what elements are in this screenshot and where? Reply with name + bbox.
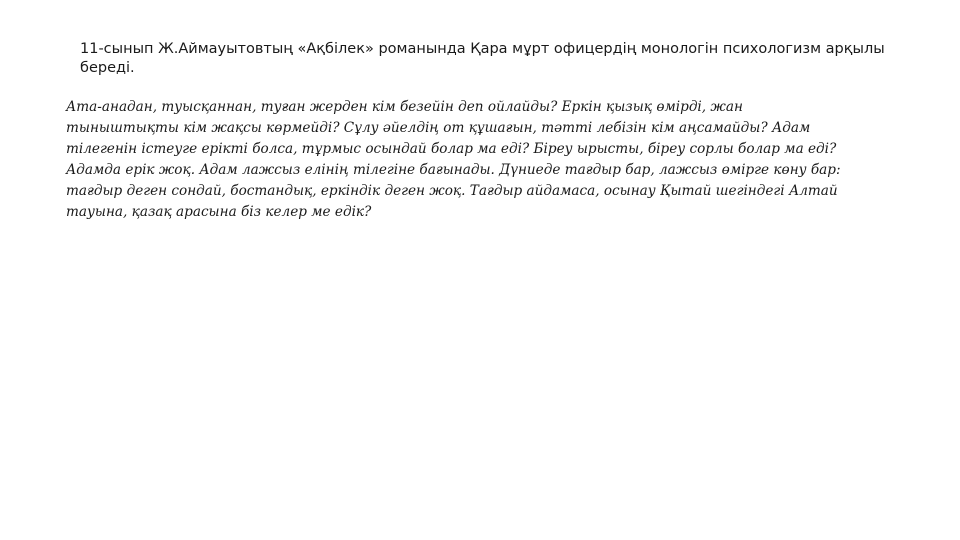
quote-line: тілегенін істеуге ерікті болса, тұрмыс осындай болар ма еді? Біреу ырысты, біреу сорлы болар ма еді? [66, 141, 837, 157]
heading-line: береді. [80, 60, 135, 76]
quote-line: тауына, қазақ арасына біз келер ме едік? [66, 204, 372, 220]
slide-heading [80, 40, 900, 78]
heading-line: 11-сынып Ж.Аймауытовтың «Ақбілек» романында Қара мұрт офицердің монологін психологизм арқылы [80, 41, 885, 57]
monologue-quote [66, 97, 896, 223]
quote-line: тыныштықты кім жақсы көрмейді? Сұлу әйелдің от құшағын, тәтті лебізін кім аңсамайды? Адам [66, 120, 811, 136]
quote-line: Ата-анадан, туысқаннан, туған жерден кім безейін деп ойлайды? Еркін қызық өмірді, жан [66, 99, 743, 115]
quote-line: тағдыр деген сондай, бостандық, еркіндік деген жоқ. Тағдыр айдамаса, осынау Қытай шегіндегі Алтай [66, 183, 838, 199]
quote-line: Адамда ерік жоқ. Адам лажсыз елінің тілегіне бағынады. Дүниеде тағдыр бар, лажсыз өмірге көну бар: [66, 162, 841, 178]
